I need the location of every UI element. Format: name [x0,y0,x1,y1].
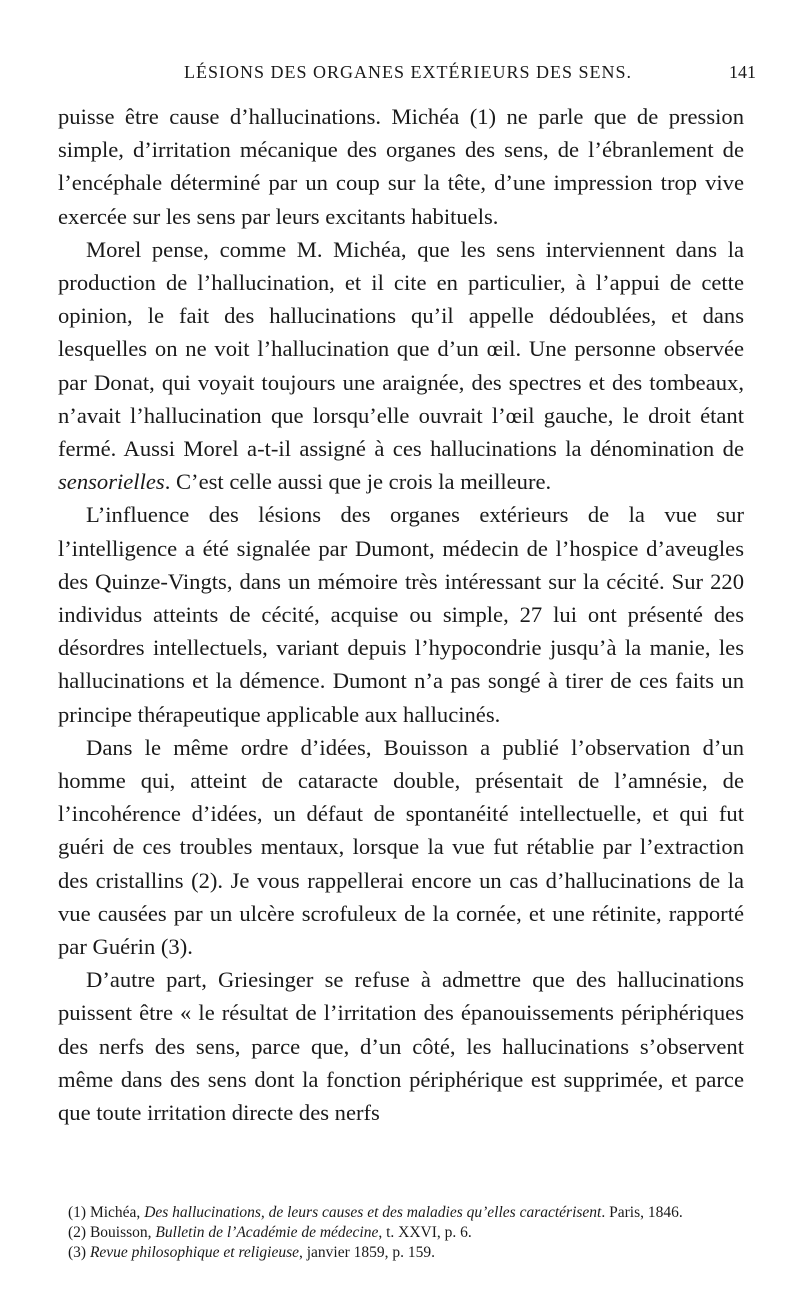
footnote-text: (3) [68,1244,90,1261]
footnote-title: Bulletin de l’Académie de médecine [155,1224,379,1241]
footnote [58,1203,744,1223]
footnote-text: , t. XXVI, p. 6. [378,1224,472,1241]
footnote [58,1243,744,1263]
paragraph [58,233,744,499]
paragraph: Dans le même ordre d’idées, Bouisson a publié l’observation d’un homme qui, atteint de cataracte double, présentait de l’amnésie, de l’incohérence d’idées, un défaut de spontanéité intellectuelle, et qui fut guéri de ces troubles mentaux, lorsque la vue fut rétablie par l’extraction des cristallins (2). Je vous rappellerai encore un cas d’hallucinations de la vue causées par un ulcère scrofuleux de la cornée, et une rétinite, rapporté par Guérin (3). [58,734,744,960]
footnote-title: Des hallucinations, de leurs causes et des maladies qu’elles caractérisent [144,1204,602,1221]
paragraph-text: Morel pense, comme M. Michéa, que les sens interviennent dans la production de l’hallucination, et il cite en particulier, à l’appui de cette opinion, le fait des hallucinations qu’il appelle dédoublées, et dans lesquelles on ne voit l’hallucination que d’un œil. Une personne observée par Donat, qui voyait toujours une araignée, des spectres et des tombeaux, n’avait l’hallucination que lorsqu’elle ouvrait l’œil gauche, le droit étant fermé. Aussi Morel a-t-il assigné à ces hallucinations la dénomination de [58,236,744,462]
footnote-text: , janvier 1859, p. 159. [299,1244,436,1261]
page-number: 141 [729,62,756,82]
footnote-text: (1) Michéa, [68,1204,145,1221]
footnote-title: Revue philosophique et religieuse [89,1244,299,1261]
running-header [60,62,756,92]
footnotes [58,1203,744,1263]
italic-term: sensorielles [58,469,165,495]
footnote [58,1223,744,1243]
footnote-text: (2) Bouisson, [68,1224,156,1241]
main-text [58,100,744,1129]
paragraph-text: . C’est celle aussi que je crois la meilleure. [164,469,552,495]
paragraph: puisse être cause d’hallucinations. Michéa (1) ne parle que de pression simple, d’irritation mécanique des organes des sens, de l’ébranlement de l’encéphale déterminé par un coup sur la tête, d’une impression trop vive exercée sur les sens par leurs excitants habituels. [58,104,744,229]
paragraph: L’influence des lésions des organes extérieurs de la vue sur l’intelligence a été signalée par Dumont, médecin de l’hospice d’aveugles des Quinze-Vingts, dans un mémoire très intéressant sur la cécité. Sur 220 individus atteints de cécité, acquise ou simple, 27 lui ont présenté des désordres intellectuels, variant depuis l’hypocondrie jusqu’à la manie, les hallucinations et la démence. Dumont n’a pas songé à tirer de ces faits un principe thérapeutique applicable aux hallucinés. [58,502,744,727]
running-title: LÉSIONS DES ORGANES EXTÉRIEURS DES SENS. [183,62,633,82]
paragraph: D’autre part, Griesinger se refuse à admettre que des hallucinations puissent être « le résultat de l’irritation des épanouissements périphériques des nerfs des sens, parce que, d’un côté, les hallucinations s’observent même dans des sens dont la fonction périphérique est supprimée, et parce que toute irritation directe des nerfs [58,967,744,1126]
footnote-text: . Paris, 1846. [601,1204,683,1221]
